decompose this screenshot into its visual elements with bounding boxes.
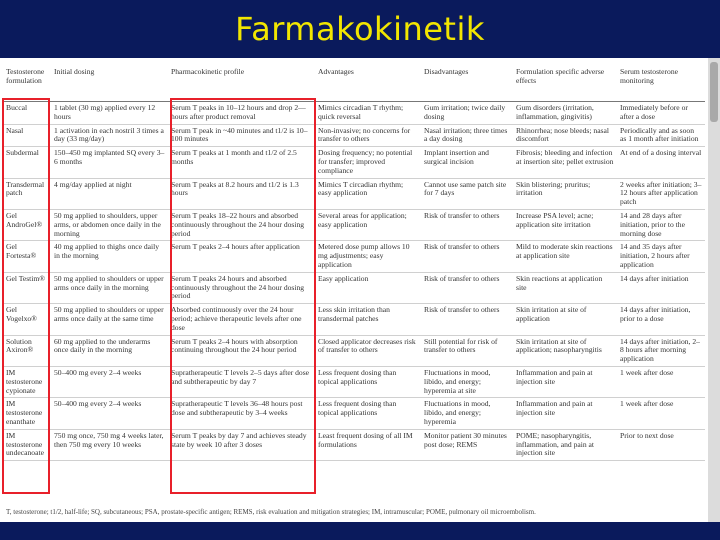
table-cell: 14 and 35 days after initiation, 2 hours after application — [617, 241, 705, 272]
table-cell: 14 days after initiation, 2–8 hours after morning application — [617, 335, 705, 366]
table-cell: Rhinorrhea; nose bleeds; nasal discomfort — [513, 124, 617, 147]
table-cell: 50–400 mg every 2–4 weeks — [51, 398, 168, 429]
column-header: Initial dosing — [51, 66, 168, 102]
table-row — [3, 124, 705, 147]
table-header-row — [3, 66, 705, 102]
table-cell: POME; nasopharyngitis, inflammation, and pain at injection site — [513, 429, 617, 460]
table-cell: Nasal — [3, 124, 51, 147]
table-row — [3, 178, 705, 209]
table-cell: Periodically and as soon as 1 month after initiation — [617, 124, 705, 147]
pharmacokinetics-table — [3, 66, 705, 461]
table-cell: Implant insertion and surgical incision — [421, 147, 513, 178]
table-cell: Serum T peak in ~40 minutes and t1/2 is 10–100 minutes — [168, 124, 315, 147]
table-cell: 4 mg/day applied at night — [51, 178, 168, 209]
table-cell: IM testosterone undecanoate — [3, 429, 51, 460]
table-cell: 14 days after initiation — [617, 272, 705, 303]
table-image — [0, 58, 708, 522]
table-cell: Transdermal patch — [3, 178, 51, 209]
column-header: Formulation specific adverse effects — [513, 66, 617, 102]
table-cell: Non-invasive; no concerns for transfer to others — [315, 124, 421, 147]
table-cell: Serum T peaks in 10–12 hours and drop 2—hours after product removal — [168, 102, 315, 125]
table-cell: Several areas for application; easy application — [315, 209, 421, 240]
table-cell: Less skin irritation than transdermal patches — [315, 304, 421, 335]
scrollbar[interactable] — [708, 58, 720, 522]
table-cell: Absorbed continuously over the 24 hour period; achieve therapeutic levels after one dose — [168, 304, 315, 335]
table-cell: Fluctuations in mood, libido, and energy; hyperemia — [421, 398, 513, 429]
table-cell: IM testosterone cypionate — [3, 366, 51, 397]
table-cell: Gel AndroGel® — [3, 209, 51, 240]
table-cell: 750 mg once, 750 mg 4 weeks later, then 750 mg every 10 weeks — [51, 429, 168, 460]
table-row — [3, 272, 705, 303]
table-cell: 1 week after dose — [617, 398, 705, 429]
column-header: Testosterone formulation — [3, 66, 51, 102]
table-cell: Less frequent dosing than topical applications — [315, 366, 421, 397]
table-cell: Solution Axiron® — [3, 335, 51, 366]
table-cell: Serum T peaks 24 hours and absorbed continuously throughout the 24 hour dosing period — [168, 272, 315, 303]
table-cell: Inflammation and pain at injection site — [513, 366, 617, 397]
table-cell: 50–400 mg every 2–4 weeks — [51, 366, 168, 397]
table-cell: Buccal — [3, 102, 51, 125]
slide-title: Farmakokinetik — [235, 10, 485, 48]
table-cell: Gum irritation; twice daily dosing — [421, 102, 513, 125]
table-cell: 50 mg applied to shoulders or upper arms once daily in the morning — [51, 272, 168, 303]
table-cell: 14 days after initiation, prior to a dose — [617, 304, 705, 335]
table-cell: Serum T peaks 2–4 hours with absorption continuing throughout the 24 hour period — [168, 335, 315, 366]
table-cell: Skin irritation at site of application; nasopharyngitis — [513, 335, 617, 366]
table-cell: Risk of transfer to others — [421, 209, 513, 240]
table-row — [3, 304, 705, 335]
scrollbar-thumb[interactable] — [710, 62, 718, 122]
table-cell: 150–450 mg implanted SQ every 3–6 months — [51, 147, 168, 178]
table-cell: 1 activation in each nostril 3 times a day (33 mg/day) — [51, 124, 168, 147]
table-cell: Serum T peaks at 1 month and t1/2 of 2.5 months — [168, 147, 315, 178]
highlight-box-pharmacokinetic — [170, 98, 316, 494]
table-cell: Increase PSA level; acne; application site irritation — [513, 209, 617, 240]
table-cell: Serum T peaks 2–4 hours after application — [168, 241, 315, 272]
table-cell: Skin irritation at site of application — [513, 304, 617, 335]
table-cell: Closed applicator decreases risk of transfer to others — [315, 335, 421, 366]
table-cell: Subdermal — [3, 147, 51, 178]
column-header: Advantages — [315, 66, 421, 102]
table-cell: Monitor patient 30 minutes post dose; REMS — [421, 429, 513, 460]
table-row — [3, 102, 705, 125]
column-header: Pharmacokinetic profile — [168, 66, 315, 102]
table-cell: Inflammation and pain at injection site — [513, 398, 617, 429]
table-row — [3, 366, 705, 397]
table-row — [3, 241, 705, 272]
table-row — [3, 398, 705, 429]
table-cell: Metered dose pump allows 10 mg adjustments; easy application — [315, 241, 421, 272]
table-cell: Still potential for risk of transfer to others — [421, 335, 513, 366]
table-cell: Gum disorders (irritation, inflammation, gingivitis) — [513, 102, 617, 125]
table-cell: Fluctuations in mood, libido, and energy; hyperemia at site — [421, 366, 513, 397]
table-cell: 50 mg applied to shoulders or upper arms once daily at the same time — [51, 304, 168, 335]
table-cell: Dosing frequency; no potential for transfer; improved compliance — [315, 147, 421, 178]
table-cell: Serum T peaks at 8.2 hours and t1/2 is 1.3 hours — [168, 178, 315, 209]
table-row — [3, 335, 705, 366]
table-cell: 50 mg applied to shoulders, upper arms, or abdomen once daily in the morning — [51, 209, 168, 240]
table-cell: Supratherapeutic T levels 36–48 hours post dose and subtherapeutic by 3–4 weeks — [168, 398, 315, 429]
table-cell: Risk of transfer to others — [421, 241, 513, 272]
table-cell: 2 weeks after initiation; 3–12 hours after application patch — [617, 178, 705, 209]
table-cell: IM testosterone enanthate — [3, 398, 51, 429]
table-cell: Less frequent dosing than topical applications — [315, 398, 421, 429]
table-cell: Skin reactions at application site — [513, 272, 617, 303]
table-cell: Fibrosis; bleeding and infection at insertion site; pellet extrusion — [513, 147, 617, 178]
table-cell: 1 week after dose — [617, 366, 705, 397]
table-cell: Serum T peaks by day 7 and achieves steady state by week 10 after 3 doses — [168, 429, 315, 460]
table-cell: Serum T peaks 18–22 hours and absorbed continuously throughout the 24 hour dosing period — [168, 209, 315, 240]
table-cell: Cannot use same patch site for 7 days — [421, 178, 513, 209]
table-cell: Risk of transfer to others — [421, 304, 513, 335]
table-cell: Supratherapeutic T levels 2–5 days after dose and subtherapeutic by day 7 — [168, 366, 315, 397]
table-cell: 40 mg applied to thighs once daily in the morning — [51, 241, 168, 272]
column-header: Disadvantages — [421, 66, 513, 102]
table-row — [3, 429, 705, 460]
table-row — [3, 209, 705, 240]
table-cell: 60 mg applied to the underarms once daily in the morning — [51, 335, 168, 366]
table-cell: Least frequent dosing of all IM formulations — [315, 429, 421, 460]
highlight-box-formulation — [2, 98, 50, 494]
table-cell: At end of a dosing interval — [617, 147, 705, 178]
table-cell: Gel Fortesta® — [3, 241, 51, 272]
column-header: Serum testosterone monitoring — [617, 66, 705, 102]
table-cell: 14 and 28 days after initiation, prior to the morning dose — [617, 209, 705, 240]
table-cell: Gel Testim® — [3, 272, 51, 303]
table-footnote: T, testosterone; t1/2, half-life; SQ, subcutaneous; PSA, prostate-specific antigen; REMS, risk evaluation and mitigation strategies; IM, intramuscular; POME, pulmonary oil microembolism. — [6, 508, 536, 516]
table-cell: Mimics T circadian rhythm; easy application — [315, 178, 421, 209]
table-cell: Nasal irritation; three times a day dosing — [421, 124, 513, 147]
table-cell: 1 tablet (30 mg) applied every 12 hours — [51, 102, 168, 125]
table-cell: Gel Vogelxo® — [3, 304, 51, 335]
table-row — [3, 147, 705, 178]
table-cell: Easy application — [315, 272, 421, 303]
table-cell: Immediately before or after a dose — [617, 102, 705, 125]
table-cell: Mimics circadian T rhythm; quick reversal — [315, 102, 421, 125]
table-cell: Mild to moderate skin reactions at application site — [513, 241, 617, 272]
table-cell: Prior to next dose — [617, 429, 705, 460]
table-cell: Risk of transfer to others — [421, 272, 513, 303]
table-cell: Skin blistering; pruritus; irritation — [513, 178, 617, 209]
